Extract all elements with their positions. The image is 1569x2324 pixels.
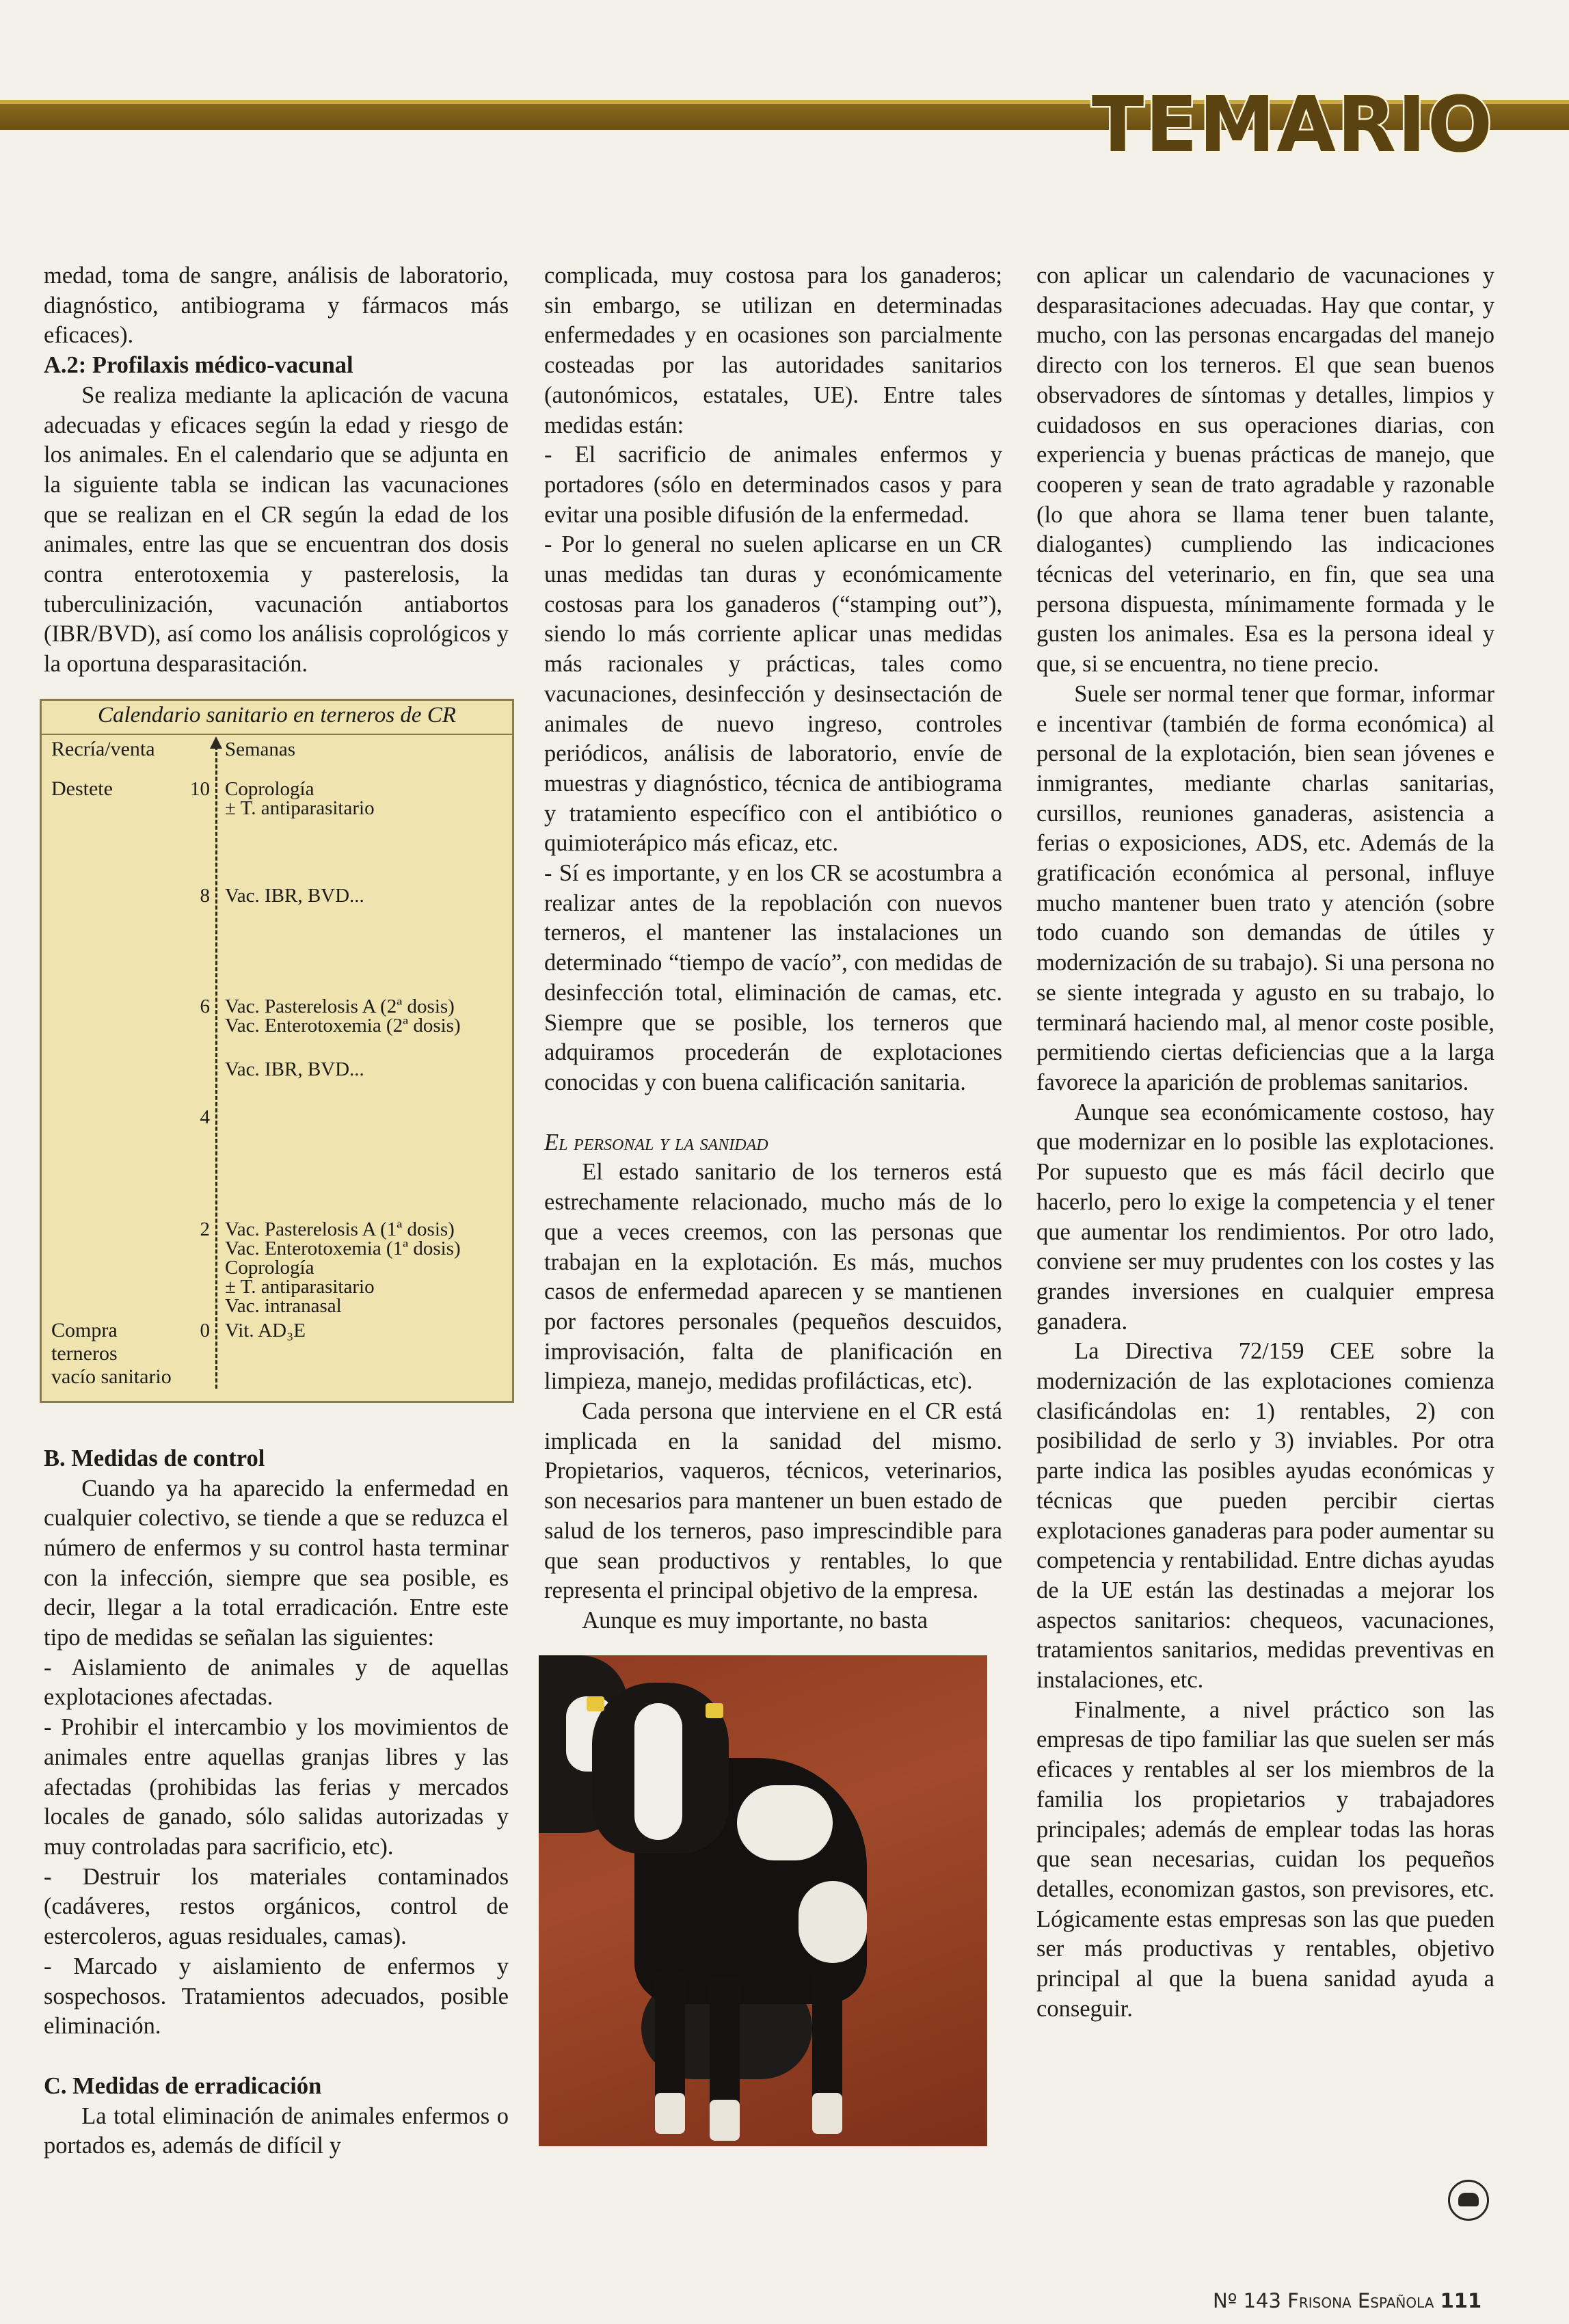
paragraph: La Directiva 72/159 CEE sobre la modernización de las explotaciones comienza clasificándolas en: 1) rentables, 2) con posibilidad de serlo y 3) inviables. Por otra parte indica las posibles ayudas económicas y técnicas que pueden percibir ciertas explotaciones ganaderas para poder aumentar su competencia y rentabilidad. Entre dichas ayudas de la UE están las destinadas a mejorar los aspectos sanitarios: chequeos, vacunaciones, tratamientos sanitarios, medidas preventivas en instalaciones, etc. <box>1036 1338 1494 1694</box>
entry-line: Vac. Enterotoxemia (1ª dosis) <box>225 1237 461 1259</box>
entry-line: Vit. AD₃E <box>225 1319 306 1341</box>
paragraph: La total eliminación de animales enfermos o portados es, además de difícil y <box>44 2102 509 2159</box>
page-footer <box>1213 2289 1481 2312</box>
ear-tag-shape <box>706 1703 723 1718</box>
photo-shape <box>710 1977 740 2113</box>
label-recria: Recría/venta <box>51 737 155 760</box>
entry-line: Vac. Pasterelosis A (2ª dosis) <box>225 995 455 1017</box>
page-number: 111 <box>1440 2289 1482 2312</box>
heading-a2: A.2: Profilaxis médico-vacunal <box>44 352 353 379</box>
column-2 <box>544 261 1002 2146</box>
entry-line: Coprología <box>225 777 314 800</box>
list-item: - Destruir los materiales contaminados (cadáveres, restos orgánicos, control de estercoleros, aguas residuales, camas). <box>44 1863 509 1950</box>
heading-b: B. Medidas de control <box>44 1445 265 1471</box>
list-item: - El sacrificio de animales enfermos y portadores (sólo en determinados casos y para evitar una posible difusión de la enfermedad. <box>544 442 1002 528</box>
photo-shape <box>710 2100 740 2141</box>
column-3 <box>1036 261 1494 2024</box>
entry-line: ± T. antiparasitario <box>225 797 375 819</box>
paragraph: El estado sanitario de los terneros está estrechamente relacionado, mucho más de lo que a veces creemos, con las personas que trabajan en la explotación. Es más, muchos casos de enfermedad aparecen y se mantienen por factores personales (pequeños descuidos, improvisación, falta de planificación en limpieza, manejo, medidas profilácticas, etc). <box>544 1159 1002 1395</box>
column-1 <box>44 261 509 2161</box>
label-compra: terneros <box>51 1341 118 1365</box>
entry-line: Vac. IBR, BVD... <box>225 1058 364 1080</box>
list-item: - Prohibir el intercambio y los movimientos de animales entre aquellas granjas libres y las afectadas (prohibidas las ferias y mercados locales de ganado, sólo salidas autorizadas y muy controladas para sacrificio, etc). <box>44 1714 509 1860</box>
list-item: - Aislamiento de animales y de aquellas explotaciones afectadas. <box>44 1654 509 1711</box>
heading-c: C. Medidas de erradicación <box>44 2072 322 2099</box>
entry-line: Vac. intranasal <box>225 1294 342 1317</box>
ear-tag-shape <box>587 1696 604 1711</box>
photo-shape <box>812 1970 842 2107</box>
cow-logo-icon <box>1448 2180 1489 2221</box>
entry-line: ± T. antiparasitario <box>225 1275 375 1298</box>
photo-shape <box>737 1785 833 1860</box>
axis-label: Semanas <box>225 738 296 760</box>
paragraph: Cada persona que interviene en el CR está implicada en la sanidad del mismo. Propietarios, vaqueros, técnicos, veterinarios, son necesarios para mantener un buen estado de salud de los terneros, paso imprescindible para que sean productivos y rentables, lo que representa el principal objetivo de la empresa. <box>544 1398 1002 1604</box>
paragraph: Aunque es muy importante, no basta <box>582 1607 928 1633</box>
calendar-title: Calendario sanitario en terneros de CR <box>97 702 456 727</box>
photo-shape <box>655 2093 685 2134</box>
subheading: El personal y la sanidad <box>544 1129 768 1156</box>
magazine-name: Frisona Española <box>1287 2289 1434 2312</box>
photo-shape <box>634 1703 682 1840</box>
week-number: 0 <box>200 1319 210 1341</box>
paragraph: Suele ser normal tener que formar, informar e incentivar (también de forma económica) al personal de la explotación, bien sean jóvenes e inmigrantes, mediante charlas sanitarias, cursillos, reuniones ganaderas, asistencia a ferias o exposiciones, ADS, etc. Además de la gratificación económica al personal, influye mucho mantener buen trato y atención (sobre todo cuando son demandas de útiles y modernización de su trabajo). Si una persona no se siente integrada y agusto en su trabajo, lo terminará haciendo mal, al menor coste posible, permitiendo ciertas deficiencias que a la larga favorece la aparición de problemas sanitarios. <box>1036 680 1494 1095</box>
label-compra: Compra <box>51 1318 118 1341</box>
week-number: 2 <box>200 1218 210 1240</box>
week-number: 6 <box>200 995 210 1017</box>
entry-line: Coprología <box>225 1256 314 1279</box>
paragraph: complicada, muy costosa para los ganaderos; sin embargo, se utilizan en determinadas enfermedades y en ocasiones son parcialmente costeadas por las autoridades sanitarios (autonómicos, estatales, UE). Entre tales medidas están: <box>544 263 1002 438</box>
entry-line: Vac. IBR, BVD... <box>225 884 364 907</box>
list-item: - Sí es importante, y en los CR se acostumbra a realizar antes de la repoblación con nuevos terneros, el mantener las instalaciones un determinado “tiempo de vacío”, con medidas de desinfección total, eliminación de camas, etc. Siempre que se posible, los terneros que adquiramos procederán de explotaciones conocidas y con buena calificación sanitaria. <box>544 860 1002 1095</box>
photo-shape <box>799 1881 867 1963</box>
calendar-axis <box>215 746 217 1389</box>
week-number: 10 <box>190 777 210 800</box>
paragraph: con aplicar un calendario de vacunaciones y desparasitaciones adecuadas. Hay que contar, y mucho, con las personas encargadas del manejo directo con los terneros. El que sean buenos observadores de síntomas y detalles, limpios y cuidadosos en sus operaciones diarias, con experiencia y buenas prácticas de manejo, que cooperen y sean de trato agradable y razonable (lo que ahora se llama tener buen talante, dialogantes) cumpliendo las indicaciones técnicas del veterinario, en fin, que sea una persona dispuesta, mínimamente formada y le gusten los animales. Esa es la persona ideal y que, si se encuentra, no tiene precio. <box>1036 263 1494 678</box>
photo-shape <box>812 2093 842 2134</box>
issue-number: Nº 143 <box>1213 2289 1281 2312</box>
section-title: TEMARIO <box>1091 81 1494 170</box>
list-item: - Por lo general no suelen aplicarse en un CR unas medidas tan duras y económicamente costosas para los ganaderos (“stamping out”), siendo lo más corriente aplicar unas medidas más racionales y prácticas, tales como vacunaciones, desinfección y desinsectación de animales de nuevo ingreso, controles periódicos, análisis de laboratorio, envíe de muestras y diagnóstico, técnica de antibiograma y tratamiento específico con el antibiótico o quimioterápico más eficaz, etc. <box>544 531 1002 857</box>
paragraph: medad, toma de sangre, análisis de laboratorio, diagnóstico, antibiograma y fármacos más eficaces). <box>44 263 509 349</box>
calendar-table <box>40 699 514 1403</box>
week-number: 8 <box>200 884 210 907</box>
list-item: - Marcado y aislamiento de enfermos y sospechosos. Tratamientos adecuados, posible eliminación. <box>44 1953 509 2040</box>
paragraph: Aunque sea económicamente costoso, hay que modernizar en lo posible las explotaciones. Por supuesto que es más fácil decirlo que hacerlo, pero lo exige la competencia y el tener que aumentar los rendimientos. Por otro lado, conviene ser muy prudentes con los costes y las grandes inversiones en cualquier empresa ganadera. <box>1036 1099 1494 1335</box>
calendar-divider <box>42 734 512 735</box>
photo-shape <box>655 1970 685 2107</box>
entry-line: Vac. Enterotoxemia (2ª dosis) <box>225 1014 461 1037</box>
entry-line: Vac. Pasterelosis A (1ª dosis) <box>225 1218 455 1240</box>
paragraph: Cuando ya ha aparecido la enfermedad en cualquier colectivo, se tiende a que se reduzca el número de enfermos y su control hasta terminar con la infección, siempre que sea posible, es decir, llegar a la total erradicación. Entre este tipo de medidas se señalan las siguientes: <box>44 1475 509 1651</box>
calf-photo <box>539 1655 987 2146</box>
week-number: 4 <box>200 1106 210 1128</box>
label-destete: Destete <box>51 777 113 800</box>
paragraph: Se realiza mediante la aplicación de vacuna adecuadas y eficaces según la edad y riesgo de los animales. En el calendario que se adjunta en la siguiente tabla se indican las vacunaciones que se realizan en el CR según la edad de los animales, entre las que se encuentran dos dosis contra enterotoxemia y pasterelosis, la tuberculinización, vacunación antiabortos (IBR/BVD), así como los análisis coprológicos y la oportuna desparasitación. <box>44 382 509 678</box>
label-compra: vacío sanitario <box>51 1365 172 1388</box>
paragraph: Finalmente, a nivel práctico son las empresas de tipo familiar las que suelen ser más eficaces y rentables al ser los miembros de la familia los propietarios y trabajadores principales; además de emplear todas las horas que sean necesarias, cuidan los pequeños detalles, economizan gastos, son previsores, etc. Lógicamente estas empresas son las que pueden ser más productivas y rentables, objetivo principal al que la buena sanidad ayuda a conseguir. <box>1036 1696 1494 2022</box>
